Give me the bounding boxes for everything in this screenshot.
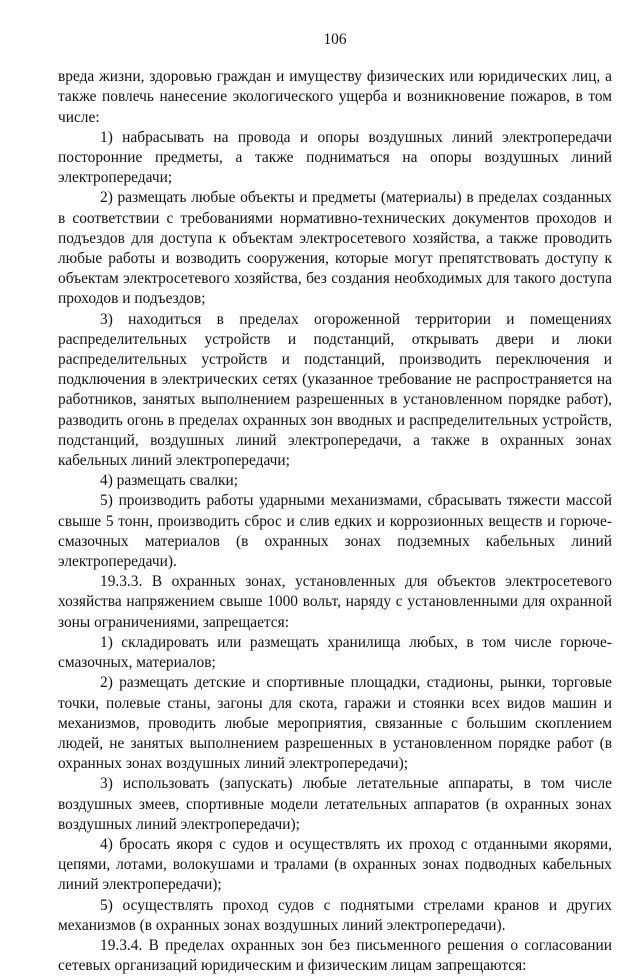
paragraph-section: 19.3.3. В охранных зонах, установленных для объектов электросетевого хозяйства напряжением свыше 1000 вольт, наряду с установленными для охранной зоны ограничениями, запрещается: — [58, 573, 612, 631]
paragraph-section: 19.3.4. В пределах охранных зон без письменного решения о согласовании сетевых организаций юридическим и физическим лицам запрещаются: — [58, 936, 612, 975]
paragraph-list-item: 4) бросать якоря с судов и осуществлять их проход с отданными якорями, цепями, лотами, волокушами и тралами (в охранных зонах подводных кабельных линий электропередачи); — [58, 835, 612, 894]
document-body — [58, 67, 612, 976]
paragraph-list-item: 1) набрасывать на провода и опоры воздушных линий электропередачи посторонние предметы, а также подниматься на опоры воздушных линий электропередачи; — [58, 128, 612, 187]
paragraph-list-item: 3) использовать (запускать) любые летательные аппараты, в том числе воздушных змеев, спортивные модели летательных аппаратов (в охранных зонах воздушных линий электропередачи); — [58, 775, 612, 833]
paragraph-list-item: 1) складировать или размещать хранилища любых, в том числе горюче-смазочных, материалов; — [58, 633, 612, 672]
paragraph-list-item: 4) размещать свалки; — [100, 472, 239, 490]
paragraph-list-item: 3) находиться в пределах огороженной территории и помещениях распределительных устройств и подстанций, открывать двери и люки распределительных устройств и подстанций, производить переключения и подключения в электрических сетях (указанное требование не распространяется на работников, занятых выполнением разрешенных в установленном порядке работ), разводить огонь в пределах охранных зон вводных и распределительных устройств, подстанций, воздушных линий электропередачи, а также в охранных зонах кабельных линий электропередачи; — [58, 310, 612, 470]
paragraph-list-item: 5) осуществлять проход судов с поднятыми стрелами кранов и других механизмов (в охранных зонах воздушных линий электропередачи). — [58, 896, 612, 934]
document-page — [58, 0, 612, 976]
paragraph-list-item: 5) производить работы ударными механизмами, сбрасывать тяжести массой свыше 5 тонн, производить сброс и слив едких и коррозионных веществ и горюче-смазочных материалов (в охранных зонах подземных кабельных линий электропередачи). — [58, 492, 612, 571]
paragraph-list-item: 2) размещать детские и спортивные площадки, стадионы, рынки, торговые точки, полевые станы, загоны для скота, гаражи и стоянки всех видов машин и механизмов, проводить любые мероприятия, связанные с большим скоплением людей, не занятых выполнением разрешенных в установленном порядке работ (в охранных зонах воздушных линий электропередачи); — [58, 674, 612, 773]
paragraph-list-item: 2) размещать любые объекты и предметы (материалы) в пределах созданных в соответствии с требованиями нормативно-технических документов проходов и подъездов для доступа к объектам электросетевого хозяйства, а также проводить любые работы и возводить сооружения, которые могут препятствовать доступу к объектам электросетевого хозяйства, без создания необходимых для такого доступа проходов и подъездов; — [58, 189, 612, 308]
page-number: 106 — [323, 31, 347, 48]
paragraph-continuation: вреда жизни, здоровью граждан и имуществу физических или юридических лиц, а также повлечь нанесение экологического ущерба и возникновение пожаров, в том числе: — [58, 68, 612, 126]
